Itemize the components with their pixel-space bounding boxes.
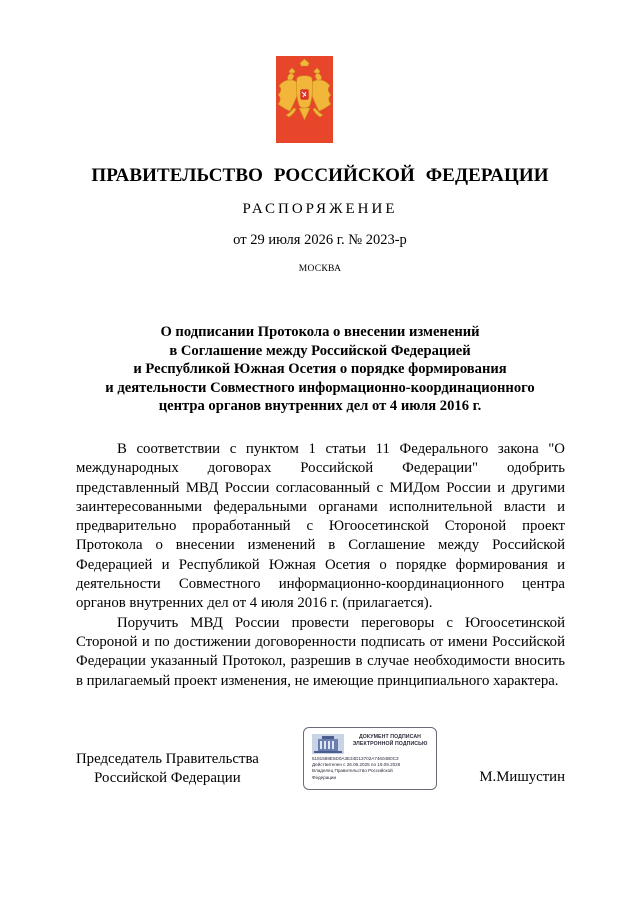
subject-line: О подписании Протокола о внесении изменений (160, 324, 480, 340)
certificate-owner: Владелец Правительство Российской (312, 768, 393, 774)
certificate-number: 5181588E5D0A3E34D13702A74604B0C3 (312, 756, 399, 761)
double-headed-eagle-icon (276, 56, 333, 143)
coat-of-arms-emblem (276, 56, 333, 143)
document-type: РАСПОРЯЖЕНИЕ (242, 201, 398, 217)
government-title: ПРАВИТЕЛЬСТВО РОССИЙСКОЙ ФЕДЕРАЦИИ (91, 165, 549, 186)
document-subject (70, 323, 570, 416)
document-date-number: от 29 июля 2026 г. № 2023-р (233, 232, 407, 248)
stamp-title-line: ЭЛЕКТРОННОЙ ПОДПИСЬЮ (352, 740, 428, 747)
body-paragraph-approval: В соответствии с пунктом 1 статьи 11 Федерального закона "О международных договорах Российской Федерации" одобрить представленный МВД России согласованный с МИДом России и другими заинтересованными федеральными органами исполнительной власти и предварительно проработанный с Югоосетинской Стороной проект Протокола о внесении изменений в Соглашение между Российской Федерацией и Республикой Южная Осетия о порядке формирования и деятельности Совместного информационно-координационного центра органов внутренних дел от 4 июля 2016 г. (прилагается). (76, 441, 565, 612)
electronic-signature-stamp (303, 727, 437, 790)
validity-period: Действителен с 26.06.2025 по 19.09.2026 (312, 762, 401, 768)
stamp-title (346, 734, 434, 747)
signatory-position (76, 750, 259, 788)
document-city: МОСКВА (298, 264, 342, 274)
position-line: Российской Федерации (94, 770, 241, 786)
government-building-icon (312, 734, 344, 754)
subject-line: и Республикой Южная Осетия о порядке формирования (133, 361, 507, 377)
stamp-details (312, 756, 434, 781)
subject-line: в Соглашение между Российской Федерацией (169, 342, 471, 359)
signatory-name: М.Мишустин (479, 769, 565, 785)
stamp-title-line: ДОКУМЕНТ ПОДПИСАН (358, 734, 422, 740)
subject-line: центра органов внутренних дел от 4 июля 2016 г. (158, 398, 482, 414)
certificate-owner: Федерации (312, 774, 337, 780)
document-body (76, 440, 565, 691)
position-line: Председатель Правительства (76, 751, 259, 767)
body-paragraph-instruction: Поручить МВД России провести переговоры с Югоосетинской Стороной и по достижении договоренности подписать от имени Российской Федерации указанный Протокол, разрешив в случае необходимости вносить в прилагаемый проект изменения, не имеющие принципиального характера. (76, 614, 565, 689)
subject-line: и деятельности Совместного информационно-координационного (105, 379, 535, 396)
